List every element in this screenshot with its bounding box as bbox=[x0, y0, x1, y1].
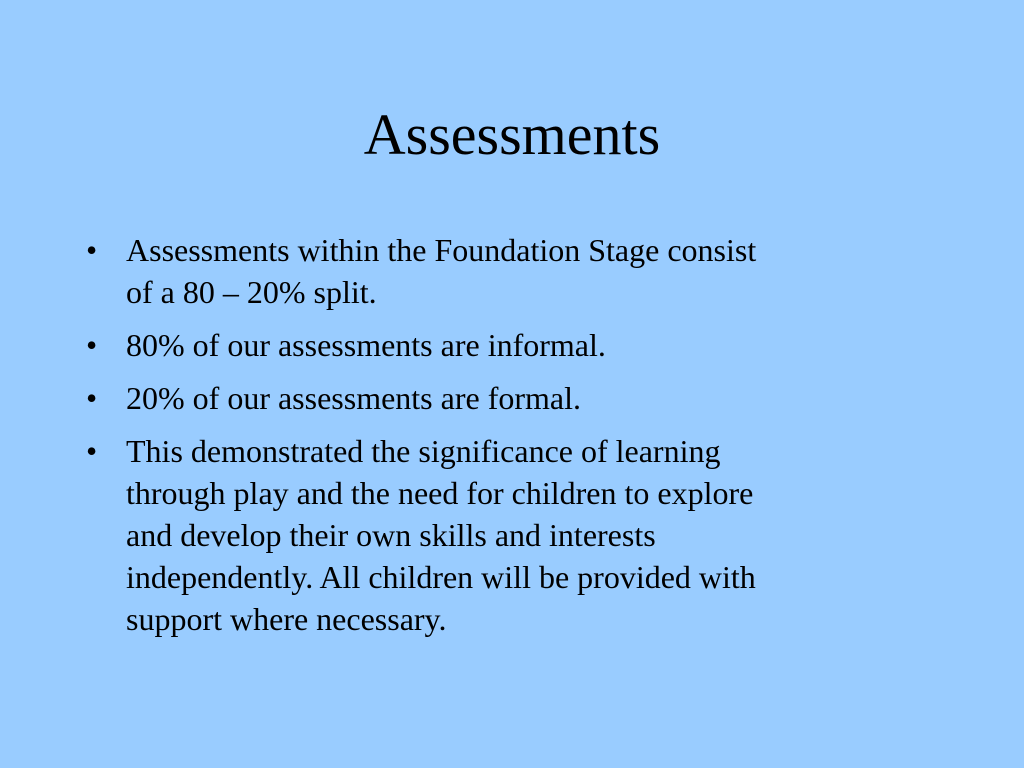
bullet-item bbox=[84, 377, 934, 419]
bullet-line: 20% of our assessments are formal. bbox=[126, 380, 581, 416]
bullet-line: and develop their own skills and interests bbox=[126, 517, 656, 553]
bullet-dot-icon: • bbox=[86, 433, 98, 469]
bullet-line: support where necessary. bbox=[126, 601, 447, 637]
bullet-text bbox=[126, 229, 934, 313]
bullet-line: 80% of our assessments are informal. bbox=[126, 327, 606, 363]
bullet-item bbox=[84, 430, 934, 640]
bullet-item bbox=[84, 324, 934, 366]
bullet-list bbox=[84, 229, 934, 651]
bullet-line: through play and the need for children to explore bbox=[126, 475, 754, 511]
bullet-text bbox=[126, 324, 934, 366]
bullet-text bbox=[126, 377, 934, 419]
bullet-line: of a 80 – 20% split. bbox=[126, 274, 377, 310]
bullet-line: This demonstrated the significance of learning bbox=[126, 433, 721, 469]
bullet-text bbox=[126, 430, 934, 640]
bullet-item bbox=[84, 229, 934, 313]
slide-title: Assessments bbox=[363, 102, 661, 167]
bullet-line: independently. All children will be provided with bbox=[126, 559, 756, 595]
bullet-dot-icon: • bbox=[86, 232, 98, 268]
bullet-dot-icon: • bbox=[86, 327, 98, 363]
bullet-line: Assessments within the Foundation Stage consist bbox=[126, 232, 757, 268]
bullet-dot-icon: • bbox=[86, 380, 98, 416]
